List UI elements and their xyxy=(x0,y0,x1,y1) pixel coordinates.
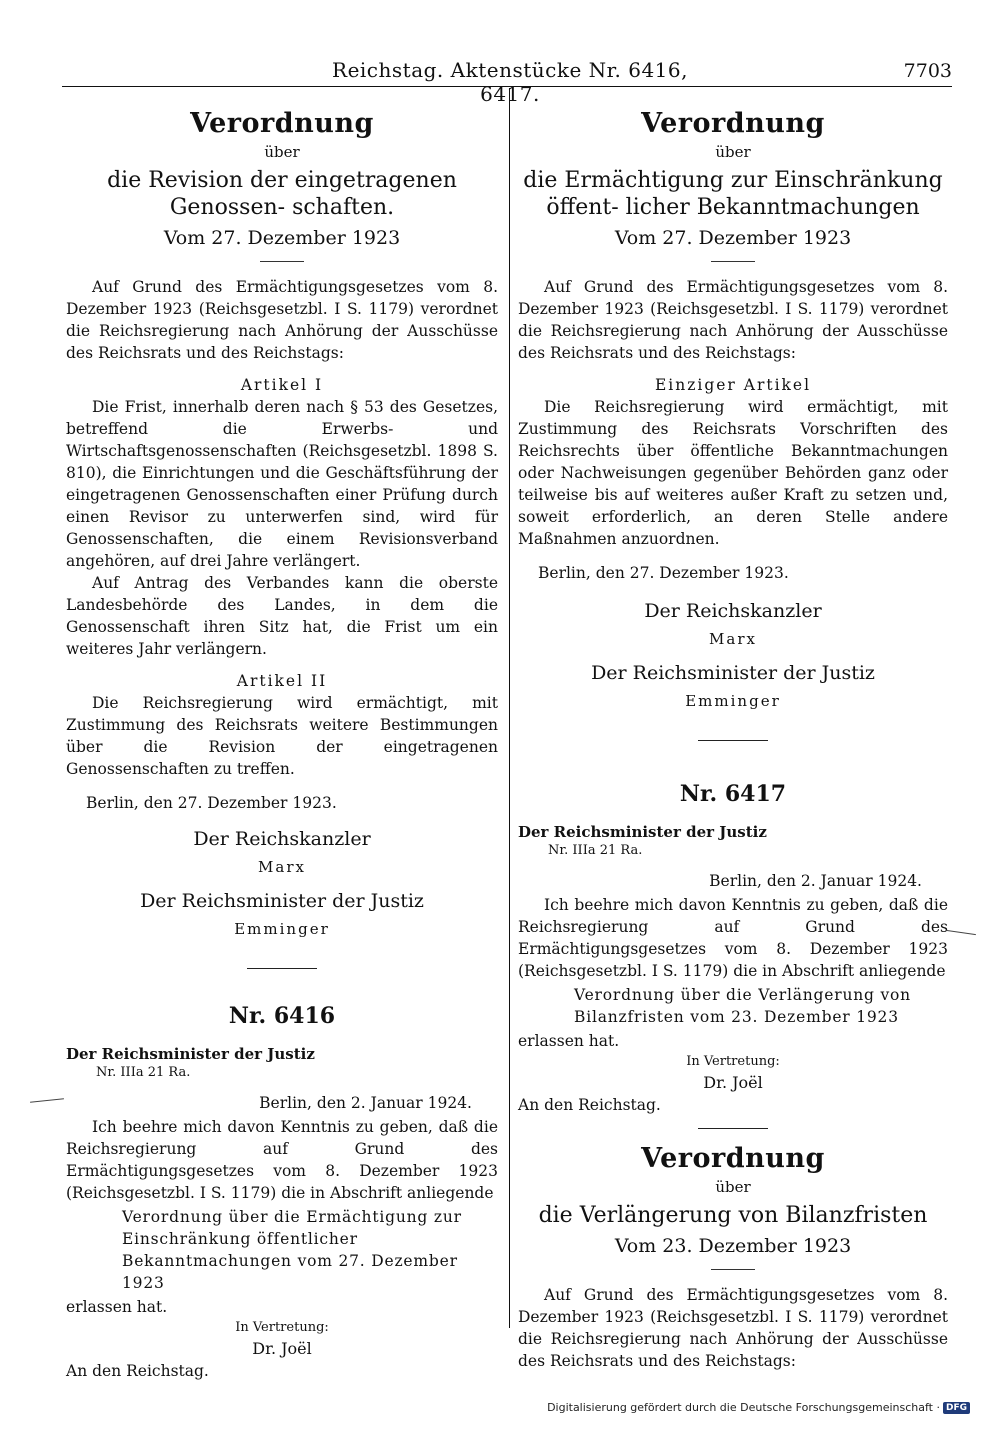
letter-sender: Der Reichsminister der Justiz xyxy=(518,823,767,841)
signatory-title: Der Reichskanzler xyxy=(193,828,371,850)
signatory-title: Der Reichskanzler xyxy=(644,600,822,622)
short-rule xyxy=(260,261,304,262)
decree-ueber: über xyxy=(715,1178,751,1196)
short-rule xyxy=(711,261,755,262)
deputy-line: In Vertretung: xyxy=(235,1320,329,1335)
signatory-name: Marx xyxy=(709,630,757,648)
document-number: Nr. 6416 xyxy=(228,1003,336,1029)
decree-title: Verordnung xyxy=(641,1143,825,1174)
section-rule xyxy=(698,1128,768,1129)
header-rule xyxy=(62,86,952,87)
digitization-footer xyxy=(547,1401,970,1414)
article-label: Artikel II xyxy=(236,672,328,690)
dfg-logo: DFG xyxy=(943,1402,970,1414)
decree-date: Vom 27. Dezember 1923 xyxy=(163,227,401,249)
signatory-name: Emminger xyxy=(234,920,330,938)
decree-ueber: über xyxy=(715,143,751,161)
decree-heading-block xyxy=(66,108,498,249)
letter-addressee: An den Reichstag. xyxy=(518,1096,661,1114)
decree-heading-block xyxy=(518,1143,948,1257)
place-date: Berlin, den 27. Dezember 1923. xyxy=(538,564,789,582)
letter-sender: Der Reichsminister der Justiz xyxy=(66,1045,315,1063)
decree-intro: Auf Grund des Ermächtigungsgesetzes vom 8. Dezember 1923 (Reichsgesetzbl. I S. 1179) verordnet die Reichsregierung nach Anhörung der Ausschüsse des Reichsrats und des Reichstags: xyxy=(518,1286,948,1370)
running-header-title: Reichstag. Aktenstücke Nr. 6416, 6417. xyxy=(332,58,688,106)
letter-text: Ich beehre mich davon Kenntnis zu geben, daß die Reichsregierung auf Grund des Ermächtigungsgesetzes vom 8. Dezember 1923 (Reichsgesetzbl. I S. 1179) die in Abschrift anliegende xyxy=(66,1118,498,1202)
section-rule xyxy=(698,740,768,741)
section-rule xyxy=(247,968,317,969)
document-number: Nr. 6417 xyxy=(679,781,787,807)
letter-addressee: An den Reichstag. xyxy=(66,1362,209,1380)
article-paragraph: Die Reichsregierung wird ermächtigt, mit Zustimmung des Reichsrats weitere Bestimmungen über die Revision der eingetragenen Genossenschaften zu treffen. xyxy=(66,694,498,778)
decree-intro: Auf Grund des Ermächtigungsgesetzes vom 8. Dezember 1923 (Reichsgesetzbl. I S. 1179) verordnet die Reichsregierung nach Anhörung der Ausschüsse des Reichsrats und des Reichstags: xyxy=(518,278,948,362)
file-reference: Nr. IIIa 21 Ra. xyxy=(548,843,643,858)
article-paragraph: Die Reichsregierung wird ermächtigt, mit Zustimmung des Reichsrats Vorschriften des Reichsrechts über öffentliche Bekanntmachungen oder Nachweisungen gegenüber Behörden ganz oder teilweise bis auf weiteres außer Kraft zu setzen und, soweit erforderlich, an deren Stelle andere Maßnahmen anzuordnen. xyxy=(518,398,948,548)
footer-text: Digitalisierung gefördert durch die Deutsche Forschungsgemeinschaft · xyxy=(547,1401,940,1414)
letter-signer: Dr. Joël xyxy=(252,1339,312,1358)
margin-mark xyxy=(946,930,976,935)
short-rule xyxy=(711,1269,755,1270)
column-divider xyxy=(509,88,510,1328)
decree-ueber: über xyxy=(264,143,300,161)
decree-subject: die Ermächtigung zur Einschränkung öffent- licher Bekanntmachungen xyxy=(523,168,943,220)
quoted-decree: Verordnung über die Ermächtigung zur Einschränkung öffentlicher Bekanntmachungen vom 27. Dezember 1923 xyxy=(122,1208,462,1292)
right-column xyxy=(518,96,948,1372)
letter-text: Ich beehre mich davon Kenntnis zu geben, daß die Reichsregierung auf Grund des Ermächtigungsgesetzes vom 8. Dezember 1923 (Reichsgesetzbl. I S. 1179) die in Abschrift anliegende xyxy=(518,896,948,980)
signatory-name: Emminger xyxy=(685,692,781,710)
article-paragraph: Auf Antrag des Verbandes kann die oberste Landesbehörde des Landes, in dem die Genossenschaft ihren Sitz hat, die Frist um ein weiteres Jahr verlängern. xyxy=(66,574,498,658)
decree-title: Verordnung xyxy=(190,108,374,139)
page-number: 7703 xyxy=(903,60,952,82)
letter-closing: erlassen hat. xyxy=(66,1298,168,1316)
decree-title: Verordnung xyxy=(641,108,825,139)
margin-mark xyxy=(30,1098,64,1103)
decree-intro: Auf Grund des Ermächtigungsgesetzes vom 8. Dezember 1923 (Reichsgesetzbl. I S. 1179) verordnet die Reichsregierung nach Anhörung der Ausschüsse des Reichsrats und des Reichstags: xyxy=(66,278,498,362)
article-label: Einziger Artikel xyxy=(654,376,812,394)
signatory-name: Marx xyxy=(258,858,306,876)
place-date: Berlin, den 27. Dezember 1923. xyxy=(86,794,337,812)
quoted-decree: Verordnung über die Verlängerung von Bilanzfristen vom 23. Dezember 1923 xyxy=(574,986,911,1026)
letter-date: Berlin, den 2. Januar 1924. xyxy=(709,872,922,890)
article-paragraph: Die Frist, innerhalb deren nach § 53 des Gesetzes, betreffend die Erwerbs- und Wirtschaftsgenossenschaften (Reichsgesetzbl. 1898 S. 810), die Einrichtungen und die Geschäftsführung der eingetragenen Genossenschaften einer Prüfung durch einen Revisor zu unterwerfen sind, wird für Genossenschaften, die einem Revisionsverband angehören, auf drei Jahre verlängert. xyxy=(66,398,498,570)
article-label: Artikel I xyxy=(240,376,324,394)
decree-heading-block xyxy=(518,108,948,249)
decree-subject: die Verlängerung von Bilanzfristen xyxy=(538,1203,928,1228)
letter-closing: erlassen hat. xyxy=(518,1032,620,1050)
signatory-title: Der Reichsminister der Justiz xyxy=(591,662,875,684)
letter-signer: Dr. Joël xyxy=(703,1073,763,1092)
signatory-title: Der Reichsminister der Justiz xyxy=(140,890,424,912)
left-column xyxy=(66,96,498,1380)
deputy-line: In Vertretung: xyxy=(686,1054,780,1069)
letter-date: Berlin, den 2. Januar 1924. xyxy=(259,1094,472,1112)
decree-date: Vom 23. Dezember 1923 xyxy=(614,1235,852,1257)
file-reference: Nr. IIIa 21 Ra. xyxy=(96,1065,191,1080)
decree-subject: die Revision der eingetragenen Genossen- schaften. xyxy=(107,168,457,220)
decree-date: Vom 27. Dezember 1923 xyxy=(614,227,852,249)
